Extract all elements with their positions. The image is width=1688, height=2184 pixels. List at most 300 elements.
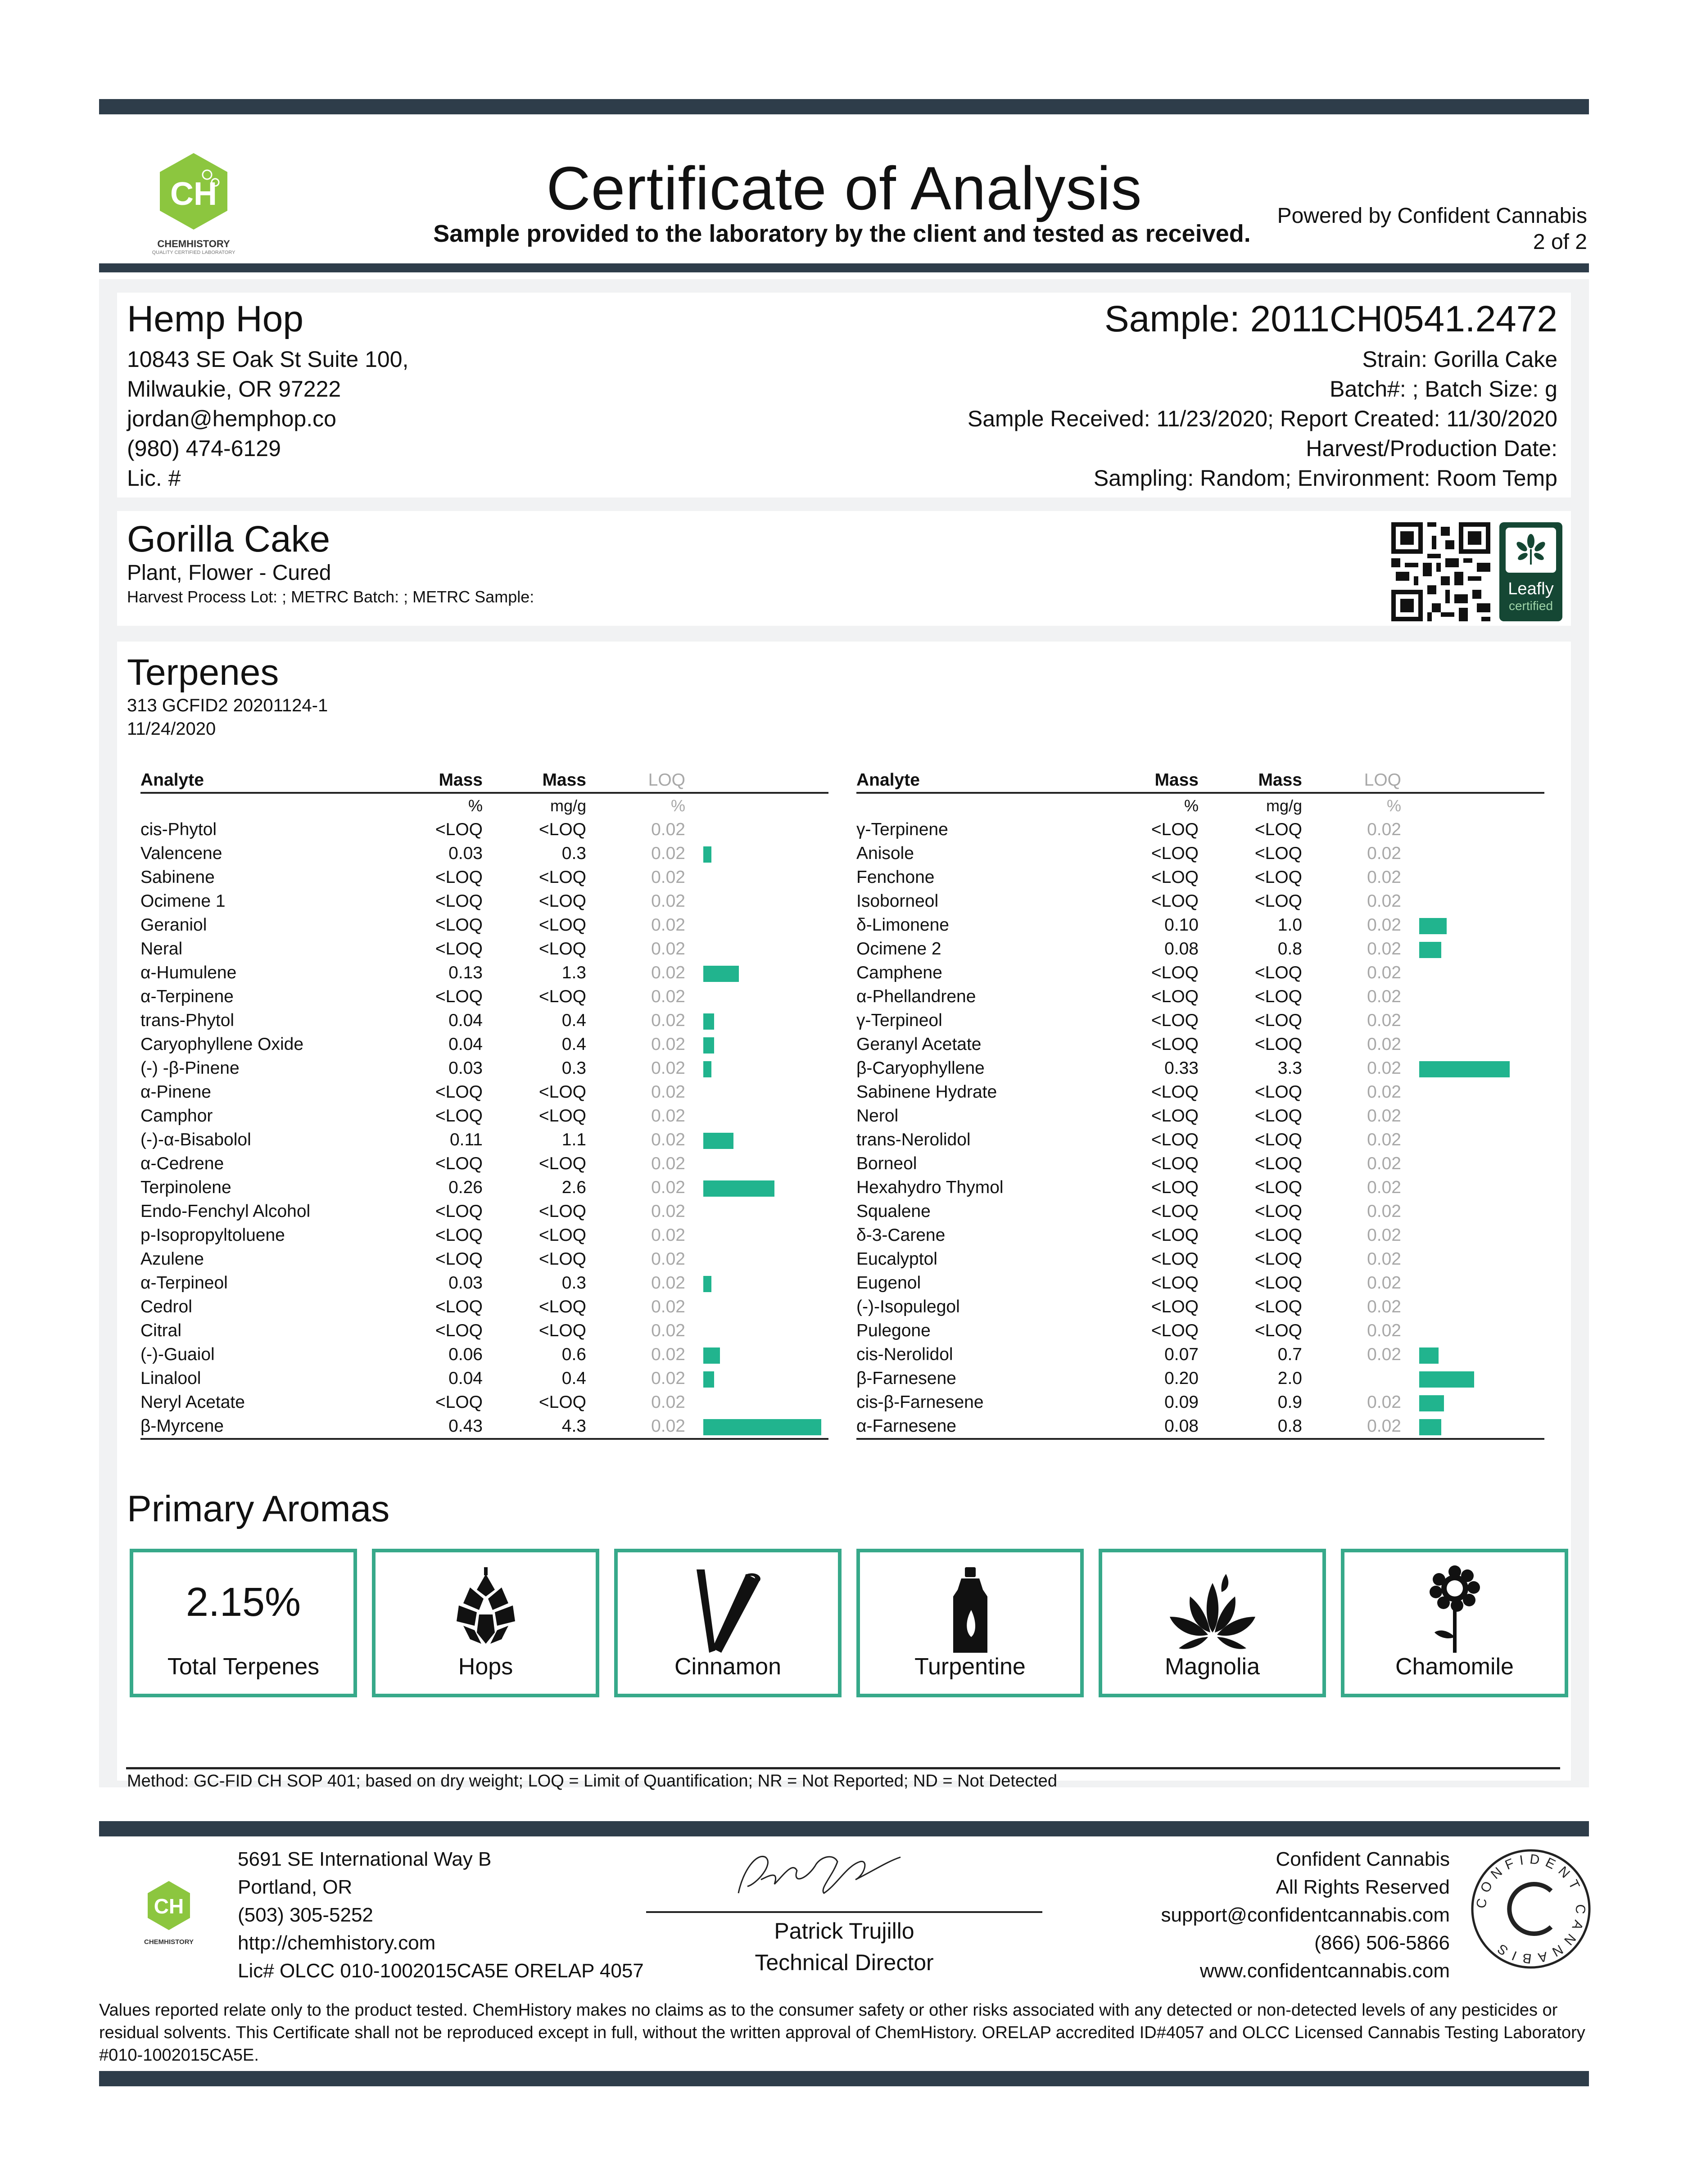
table-row	[140, 1295, 828, 1319]
mass-mg: 0.3	[561, 844, 586, 863]
analyte-name: Camphene	[856, 963, 942, 982]
mass-pct: <LOQ	[1151, 1035, 1199, 1054]
mass-mg: 0.4	[561, 1011, 586, 1030]
bar-cell	[1401, 1080, 1544, 1104]
loq-value: 0.02	[651, 1393, 685, 1412]
mass-mg: 0.4	[561, 1369, 586, 1388]
mass-pct: <LOQ	[435, 1202, 483, 1221]
loq-value: 0.02	[1367, 963, 1401, 982]
mass-pct: <LOQ	[435, 915, 483, 935]
bar-cell	[1401, 889, 1544, 913]
mass-mg: <LOQ	[539, 820, 586, 839]
loq-value: 0.02	[651, 1345, 685, 1364]
bar-cell	[685, 1271, 828, 1295]
disclaimer: Values reported relate only to the product tested. ChemHistory makes no claims as to the consumer safety or other risks associated with any detected or non-detected levels of any pesticides or residual solvents. This Certificate shall not be reproduced except in full, without the written approval of ChemHistory. ORELAP accredited ID#4057 and OLCC Licensed Cannabis Testing Laboratory #010-1002015CA5E.	[99, 2001, 1585, 2065]
table-row	[140, 985, 828, 1008]
total-terpenes-label: Total Terpenes	[167, 1654, 320, 1680]
bar-cell	[685, 1104, 828, 1128]
mass-pct: 0.07	[1164, 1345, 1199, 1364]
analyte-name: Neryl Acetate	[140, 1393, 245, 1412]
mass-pct: <LOQ	[1151, 1321, 1199, 1340]
analyte-name: δ-3-Carene	[856, 1225, 946, 1245]
sample-batch: Batch#: ; Batch Size: g	[1330, 376, 1557, 402]
bar-cell	[685, 1247, 828, 1271]
table-row	[856, 1032, 1544, 1056]
table-row	[856, 1366, 1544, 1390]
loq-value: 0.02	[586, 1414, 685, 1439]
bar-cell	[685, 818, 828, 841]
table-row	[140, 913, 828, 937]
mass-pct: 0.08	[1164, 939, 1199, 959]
aroma-total-terpenes	[130, 1549, 357, 1697]
mass-mg: <LOQ	[539, 939, 586, 959]
bar-cell	[685, 1414, 828, 1439]
analyte-name: γ-Terpineol	[856, 1011, 942, 1030]
analyte-name: α-Cedrene	[140, 1154, 224, 1173]
analyte-name: Pulegone	[856, 1321, 931, 1340]
analyte-name: β-Caryophyllene	[856, 1058, 985, 1078]
mass-pct: 0.04	[448, 1011, 483, 1030]
loq-value: 0.02	[651, 1154, 685, 1173]
mass-pct: 0.03	[448, 1273, 483, 1293]
product-name: Gorilla Cake	[127, 519, 330, 560]
table-row	[856, 937, 1544, 961]
qr-code[interactable]	[1391, 522, 1490, 621]
mass-mg: 0.8	[1199, 1414, 1302, 1439]
analyte-name: Ocimene 2	[856, 939, 941, 959]
mass-mg: <LOQ	[539, 1249, 586, 1269]
chamomile-icon	[1344, 1565, 1565, 1655]
bar-cell	[685, 1319, 828, 1343]
mass-mg: <LOQ	[539, 1154, 586, 1173]
loq-value: 0.02	[1367, 1273, 1401, 1293]
loq-value: 0.02	[1367, 1011, 1401, 1030]
col-loq: LOQ	[586, 768, 685, 793]
loq-value: 0.02	[1367, 1202, 1401, 1221]
mass-mg: <LOQ	[1254, 1273, 1302, 1293]
loq-value: 0.02	[651, 1249, 685, 1269]
sample-dates: Sample Received: 11/23/2020; Report Created: 11/30/2020	[967, 406, 1557, 431]
analyte-name: Borneol	[856, 1154, 917, 1173]
terpenes-method-id: 313 GCFID2 20201124-1	[127, 696, 328, 715]
analyte-name: (-)-Isopulegol	[856, 1297, 960, 1316]
mass-mg: 2.0	[1277, 1369, 1302, 1388]
mass-mg: <LOQ	[1254, 963, 1302, 982]
terpene-bar	[1419, 1395, 1444, 1411]
table-row	[856, 1056, 1544, 1080]
table-row	[140, 1223, 828, 1247]
unit-mg: mg/g	[1266, 796, 1302, 815]
terpene-bar	[1419, 1419, 1441, 1435]
mass-mg: <LOQ	[1254, 1011, 1302, 1030]
table-row	[856, 985, 1544, 1008]
product-lots: Harvest Process Lot: ; METRC Batch: ; METRC Sample:	[127, 588, 534, 606]
analyte-name: Isoborneol	[856, 891, 939, 911]
analyte-name: α-Phellandrene	[856, 987, 976, 1006]
bar-cell	[1401, 961, 1544, 985]
analyte-name: Valencene	[140, 844, 222, 863]
loq-value: 0.02	[1367, 1058, 1401, 1078]
bar-cell	[685, 913, 828, 937]
unit-mg: mg/g	[550, 796, 586, 815]
mass-pct: 0.13	[448, 963, 483, 982]
lab-address-1: 5691 SE International Way B	[238, 1848, 492, 1870]
bar-cell	[685, 961, 828, 985]
aroma-cinnamon	[614, 1549, 842, 1697]
analyte-name: Eucalyptol	[856, 1249, 937, 1269]
mass-pct: <LOQ	[435, 868, 483, 887]
cc-email[interactable]: support@confidentcannabis.com	[1161, 1904, 1450, 1926]
powered-by: Powered by Confident Cannabis	[1277, 204, 1587, 228]
analyte-name: Sabinene	[140, 868, 215, 887]
mass-pct: <LOQ	[1151, 1225, 1199, 1245]
footer-top-bar	[99, 1821, 1589, 1836]
aroma-label: Chamomile	[1395, 1654, 1514, 1680]
mass-mg: <LOQ	[539, 1225, 586, 1245]
mass-mg: <LOQ	[539, 1321, 586, 1340]
table-row	[140, 1008, 828, 1032]
analyte-name: Sabinene Hydrate	[856, 1082, 997, 1102]
table-row	[140, 961, 828, 985]
footer-logo-text: CHEMHISTORY	[144, 1938, 194, 1946]
analyte-name: Cedrol	[140, 1297, 192, 1316]
analyte-name: trans-Nerolidol	[856, 1130, 971, 1149]
top-bar	[99, 99, 1589, 114]
loq-value: 0.02	[1367, 1106, 1401, 1126]
mass-mg: <LOQ	[1254, 1106, 1302, 1126]
loq-value: 0.02	[1367, 820, 1401, 839]
sample-id: Sample: 2011CH0541.2472	[1104, 298, 1557, 339]
terpene-bar	[703, 966, 739, 982]
mass-pct: <LOQ	[435, 1082, 483, 1102]
mass-mg: <LOQ	[539, 1082, 586, 1102]
loq-value: 0.02	[1367, 1321, 1401, 1340]
loq-value: 0.02	[651, 963, 685, 982]
confident-cannabis-seal-icon	[1468, 1846, 1594, 1972]
bar-cell	[1401, 1152, 1544, 1176]
bar-cell	[1401, 818, 1544, 841]
mass-pct: <LOQ	[435, 820, 483, 839]
loq-value: 0.02	[1367, 1393, 1401, 1412]
mass-pct: 0.04	[448, 1369, 483, 1388]
mass-pct: <LOQ	[1151, 963, 1199, 982]
mass-pct: <LOQ	[435, 987, 483, 1006]
client-address-1: 10843 SE Oak St Suite 100,	[127, 347, 409, 372]
leafly-leaf-icon	[1499, 522, 1562, 576]
table-row	[140, 1152, 828, 1176]
table-row	[856, 913, 1544, 937]
bar-cell	[1401, 865, 1544, 889]
mass-pct: <LOQ	[435, 1297, 483, 1316]
mass-pct: <LOQ	[435, 1225, 483, 1245]
terpene-bar	[703, 1371, 714, 1388]
signature-line	[646, 1911, 1042, 1913]
analyte-name: Linalool	[140, 1369, 201, 1388]
chemhistory-logo	[135, 149, 252, 255]
table-row	[140, 1199, 828, 1223]
mass-pct: <LOQ	[435, 939, 483, 959]
table-row	[140, 865, 828, 889]
table-row	[856, 1319, 1544, 1343]
loq-value: 0.02	[651, 1130, 685, 1149]
bar-cell	[1401, 1128, 1544, 1152]
sample-strain: Strain: Gorilla Cake	[1362, 347, 1557, 372]
mass-mg: 2.6	[561, 1178, 586, 1197]
analyte-name: p-Isopropyltoluene	[140, 1225, 285, 1245]
mass-mg: 1.0	[1277, 915, 1302, 935]
hops-icon	[376, 1565, 596, 1655]
bar-cell	[685, 1056, 828, 1080]
mass-pct: <LOQ	[1151, 1154, 1199, 1173]
aroma-turpentine	[856, 1549, 1084, 1697]
header-divider	[99, 263, 1589, 272]
bar-cell	[1401, 1104, 1544, 1128]
mass-mg: <LOQ	[539, 915, 586, 935]
analyte-name: Anisole	[856, 844, 914, 863]
table-row	[856, 1390, 1544, 1414]
loq-value: 0.02	[651, 1011, 685, 1030]
bar-cell	[685, 1366, 828, 1390]
leafly-badge[interactable]	[1499, 522, 1562, 621]
bar-cell	[1401, 841, 1544, 865]
analyte-name: Ocimene 1	[140, 891, 226, 911]
loq-value: 0.02	[1367, 1249, 1401, 1269]
mass-pct: 0.11	[449, 1130, 483, 1149]
lab-address-2: Portland, OR	[238, 1876, 353, 1898]
bar-cell	[1401, 1295, 1544, 1319]
cc-name: Confident Cannabis	[1276, 1848, 1450, 1870]
bar-cell	[685, 1223, 828, 1247]
bar-cell	[1401, 1366, 1544, 1390]
table-row	[140, 1319, 828, 1343]
mass-pct: 0.03	[448, 1058, 483, 1078]
col-analyte: Analyte	[856, 768, 1100, 793]
unit-loq: %	[670, 796, 685, 815]
mass-mg: <LOQ	[1254, 1202, 1302, 1221]
mass-mg: <LOQ	[1254, 1082, 1302, 1102]
terpene-units-row	[140, 793, 828, 818]
terpene-table-left	[140, 768, 828, 1440]
mass-mg: 0.3	[561, 1273, 586, 1293]
table-row	[140, 1176, 828, 1199]
mass-mg: <LOQ	[1254, 1178, 1302, 1197]
analyte-name: Geranyl Acetate	[856, 1035, 982, 1054]
client-phone: (980) 474-6129	[127, 436, 281, 461]
table-row	[856, 1176, 1544, 1199]
col-analyte: Analyte	[140, 768, 384, 793]
mass-pct: <LOQ	[1151, 1130, 1199, 1149]
aroma-label: Cinnamon	[674, 1654, 782, 1680]
page-title: Certificate of Analysis	[546, 154, 1142, 222]
loq-value: 0.02	[651, 1202, 685, 1221]
mass-pct: <LOQ	[1151, 868, 1199, 887]
bar-cell	[1401, 1343, 1544, 1366]
mass-mg: <LOQ	[1254, 1225, 1302, 1245]
terpene-bar	[1419, 1371, 1474, 1388]
mass-mg: <LOQ	[1254, 868, 1302, 887]
table-row	[856, 1080, 1544, 1104]
mass-mg: 0.7	[1277, 1345, 1302, 1364]
mass-mg: <LOQ	[539, 1297, 586, 1316]
bar-cell	[685, 1080, 828, 1104]
terpene-bar	[703, 1037, 714, 1054]
bar-cell	[1401, 1008, 1544, 1032]
analyte-name: cis-Nerolidol	[856, 1345, 953, 1364]
unit-loq: %	[1386, 796, 1401, 815]
cinnamon-icon	[618, 1565, 838, 1655]
analyte-name: trans-Phytol	[140, 1011, 235, 1030]
loq-value: 0.02	[651, 1225, 685, 1245]
loq-value: 0.02	[1367, 939, 1401, 959]
bar-cell	[1401, 1199, 1544, 1223]
mass-pct: <LOQ	[1151, 1273, 1199, 1293]
mass-mg: <LOQ	[1254, 1130, 1302, 1149]
col-mass-pct: Mass	[384, 768, 483, 793]
mass-mg: <LOQ	[539, 1393, 586, 1412]
bar-cell	[685, 841, 828, 865]
client-panel	[117, 293, 1571, 497]
analyte-name: Azulene	[140, 1249, 204, 1269]
loq-value: 0.02	[651, 915, 685, 935]
signature	[729, 1844, 919, 1907]
signer-title: Technical Director	[755, 1950, 934, 1975]
chemhistory-hex-icon	[135, 149, 252, 239]
sample-sampling: Sampling: Random; Environment: Room Temp	[1093, 466, 1557, 491]
analyte-name: α-Pinene	[140, 1082, 211, 1102]
bar-cell	[685, 937, 828, 961]
loq-value: 0.02	[1367, 1130, 1401, 1149]
terpene-bar	[1419, 1061, 1510, 1077]
terpene-bar	[703, 1276, 711, 1292]
analyte-name: Geraniol	[140, 915, 207, 935]
loq-value: 0.02	[651, 1058, 685, 1078]
table-row	[140, 1056, 828, 1080]
analyte-name: Citral	[140, 1321, 182, 1340]
loq-value: 0.02	[1367, 1082, 1401, 1102]
terpene-table-right	[856, 768, 1544, 1440]
terpene-bar	[1419, 942, 1441, 958]
table-row	[140, 1271, 828, 1295]
table-row	[140, 1032, 828, 1056]
loq-value: 0.02	[651, 939, 685, 959]
mass-pct: 0.08	[1100, 1414, 1199, 1439]
col-loq: LOQ	[1302, 768, 1401, 793]
method-divider	[126, 1767, 1560, 1769]
loq-value: 0.02	[1367, 844, 1401, 863]
table-row	[140, 818, 828, 841]
terpene-bar	[703, 1347, 720, 1364]
aroma-hops	[372, 1549, 599, 1697]
mass-pct: 0.26	[448, 1178, 483, 1197]
analyte-name: Terpinolene	[140, 1178, 231, 1197]
mass-mg: 0.4	[561, 1035, 586, 1054]
analyte-name: Squalene	[856, 1202, 931, 1221]
loq-value: 0.02	[1367, 1178, 1401, 1197]
loq-value: 0.02	[1302, 1414, 1401, 1439]
analyte-name: γ-Terpinene	[856, 820, 948, 839]
mass-mg: 3.3	[1277, 1058, 1302, 1078]
col-mass-mg: Mass	[1199, 768, 1302, 793]
mass-pct: <LOQ	[435, 1393, 483, 1412]
sample-harvest: Harvest/Production Date:	[1306, 436, 1557, 461]
table-row	[140, 1104, 828, 1128]
table-row	[856, 1128, 1544, 1152]
mass-pct: <LOQ	[1151, 1202, 1199, 1221]
mass-pct: 0.09	[1164, 1393, 1199, 1412]
svg-text:CH: CH	[154, 1895, 184, 1918]
mass-mg: 0.9	[1277, 1393, 1302, 1412]
lab-website[interactable]: http://chemhistory.com	[238, 1932, 436, 1954]
loq-value	[1302, 1366, 1401, 1390]
table-row	[856, 818, 1544, 841]
mass-pct: 0.33	[1164, 1058, 1199, 1078]
analyte-name: β-Myrcene	[140, 1414, 384, 1439]
analyte-name: α-Farnesene	[856, 1414, 1100, 1439]
mass-mg: <LOQ	[539, 868, 586, 887]
bar-cell	[1401, 913, 1544, 937]
mass-mg: <LOQ	[539, 1106, 586, 1126]
mass-pct: <LOQ	[435, 1154, 483, 1173]
mass-pct: 0.20	[1164, 1369, 1199, 1388]
bar-cell	[1401, 937, 1544, 961]
loq-value: 0.02	[1367, 1345, 1401, 1364]
magnolia-icon	[1102, 1565, 1322, 1655]
leafly-label: Leafly	[1508, 579, 1554, 598]
mass-pct: <LOQ	[1151, 1082, 1199, 1102]
bar-cell	[685, 1152, 828, 1176]
analyte-name: Hexahydro Thymol	[856, 1178, 1004, 1197]
col-bar	[1401, 768, 1544, 793]
loq-value: 0.02	[651, 1106, 685, 1126]
table-row	[856, 865, 1544, 889]
bar-cell	[685, 1199, 828, 1223]
table-row	[856, 1295, 1544, 1319]
mass-pct: <LOQ	[435, 1249, 483, 1269]
loq-value: 0.02	[1367, 987, 1401, 1006]
mass-mg: <LOQ	[1254, 987, 1302, 1006]
unit-pct: %	[468, 796, 483, 815]
cc-phone: (866) 506-5866	[1314, 1932, 1450, 1954]
loq-value: 0.02	[651, 844, 685, 863]
table-row	[140, 1128, 828, 1152]
terpene-bar	[1419, 918, 1447, 934]
bar-cell	[1401, 1414, 1544, 1439]
table-row	[856, 1343, 1544, 1366]
mass-pct: <LOQ	[435, 1321, 483, 1340]
loq-value: 0.02	[1367, 1035, 1401, 1054]
client-name: Hemp Hop	[127, 298, 303, 339]
table-row	[856, 1271, 1544, 1295]
mass-pct: 0.06	[448, 1345, 483, 1364]
table-row	[140, 889, 828, 913]
mass-mg: <LOQ	[1254, 1035, 1302, 1054]
aroma-label: Turpentine	[914, 1654, 1026, 1680]
client-license: Lic. #	[127, 466, 181, 491]
aromas-title: Primary Aromas	[127, 1488, 390, 1529]
bar-cell	[1401, 1390, 1544, 1414]
page-subtitle: Sample provided to the laboratory by the client and tested as received.	[433, 220, 1251, 247]
mass-mg: <LOQ	[539, 1202, 586, 1221]
terpene-bar	[703, 846, 711, 863]
analyte-name: α-Terpinene	[140, 987, 234, 1006]
mass-mg: 0.8	[1277, 939, 1302, 959]
cc-website[interactable]: www.confidentcannabis.com	[1199, 1960, 1450, 1982]
page-number: 2 of 2	[1533, 230, 1587, 254]
bar-cell	[685, 1295, 828, 1319]
bar-cell	[1401, 1056, 1544, 1080]
table-row	[140, 1247, 828, 1271]
loq-value: 0.02	[651, 820, 685, 839]
